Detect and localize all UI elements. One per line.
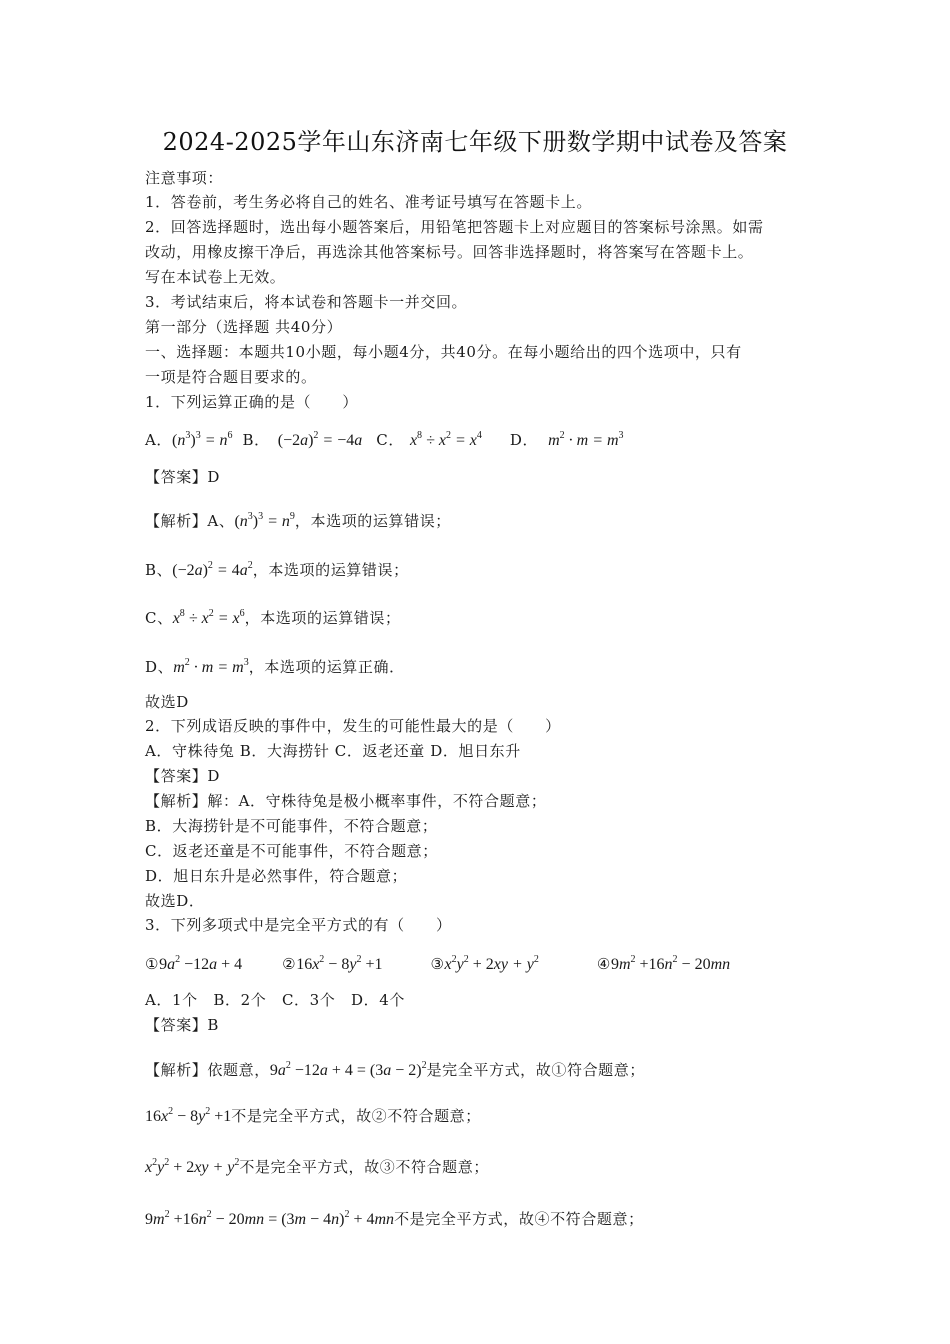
q3-poly-1: $9a^2 -12a + 4$ xyxy=(159,954,243,973)
q1-analysis-b-formula: $(-2a)^2 = 4a^2$ xyxy=(172,560,253,579)
q3-analysis-3-formula: $x^2y^2 + 2xy + y^2$ xyxy=(145,1157,240,1176)
part-1-desc-line-2: 一项是符合题目要求的。 xyxy=(145,368,317,386)
q1-analysis-c-formula: $x^8 \div x^2 = x^6$ xyxy=(172,608,245,627)
q3-analysis-4-formula: $9m^2 +16n^2 - 20mn = (3m - 4n)^2 + 4mn$ xyxy=(145,1209,395,1228)
note-2-line-2: 改动，用橡皮擦干净后，再选涂其他答案标号。回答非选择题时，将答案写在答题卡上。 xyxy=(145,243,754,261)
q3-poly-4: $9m^2 +16n^2 - 20mn$ xyxy=(610,954,731,973)
notes-heading: 注意事项： xyxy=(145,169,224,187)
note-2-line-3: 写在本试卷上无效。 xyxy=(145,268,286,286)
q1-analysis-c: C、$x^8 \div x^2 = x^6$，本选项的运算错误； xyxy=(145,608,401,627)
q1-option-c-label: C． xyxy=(376,431,404,449)
q1-analysis-b: B、$(-2a)^2 = 4a^2$，本选项的运算错误； xyxy=(145,560,409,579)
q2-options: A．守株待兔 B．大海捞针 C．返老还童 D．旭日东升 xyxy=(145,742,521,760)
q3-analysis-3: $x^2y^2 + 2xy + y^2$不是完全平方式，故③不符合题意； xyxy=(145,1157,489,1176)
q1-option-a-label: A． xyxy=(145,431,173,449)
q1-answer: 【答案】D xyxy=(145,468,221,486)
q2-analysis-4: D．旭日东升是必然事件，符合题意； xyxy=(145,867,408,885)
q2-answer: 【答案】D xyxy=(145,767,221,785)
q1-option-b-label: B． xyxy=(242,431,270,449)
page-title: 2024-2025学年山东济南七年级下册数学期中试卷及答案 xyxy=(162,128,788,156)
note-1: 1．答卷前，考生务必将自己的姓名、准考证号填写在答题卡上。 xyxy=(145,193,592,211)
q2-analysis-1: 【解析】解：A．守株待兔是极小概率事件，不符合题意； xyxy=(145,792,547,810)
q1-analysis-a: 【解析】A、$(n^3)^3 = n^9$，本选项的运算错误； xyxy=(145,511,451,530)
q1-option-b-formula: $(-2a)^2 = -4a$ xyxy=(277,430,363,449)
part-1-desc-line-1: 一、选择题：本题共10小题，每小题4分，共40分。在每小题给出的四个选项中，只有 xyxy=(145,343,742,361)
q3-poly-2: $16x^2 - 8y^2 +1$ xyxy=(296,954,383,973)
q3-stem: 3．下列多项式中是完全平方式的有（ ） xyxy=(145,916,452,934)
note-2-line-1: 2．回答选择题时，选出每小题答案后，用铅笔把答题卡上对应题目的答案标号涂黑。如需 xyxy=(145,218,764,236)
q1-option-d-formula: $m^2 \cdot m = m^3$ xyxy=(548,430,624,449)
q1-option-a-formula: $(n^3)^3 = n^6$ xyxy=(172,430,233,449)
q3-analysis-4: $9m^2 +16n^2 - 20mn = (3m - 4n)^2 + 4mn$不是完全平方式，故④不符合题意； xyxy=(145,1209,644,1228)
q3-analysis-2-formula: $16x^2 - 8y^2 +1$ xyxy=(145,1106,232,1125)
note-3: 3．考试结束后，将本试卷和答题卡一并交回。 xyxy=(145,293,468,311)
q2-stem: 2．下列成语反映的事件中，发生的可能性最大的是（ ） xyxy=(145,717,561,735)
q1-option-d-label: D． xyxy=(509,431,539,449)
q1-analysis-d-formula: $m^2 \cdot m = m^3$ xyxy=(173,657,249,676)
q3-options: A．1个 B．2个 C．3个 D．4个 xyxy=(145,991,405,1009)
q1-analysis-d: D、$m^2 \cdot m = m^3$，本选项的运算正确． xyxy=(145,657,405,676)
q2-analysis-2: B．大海捞针是不可能事件，不符合题意； xyxy=(145,817,438,835)
q1-option-c-formula: $x^8 \div x^2 = x^4$ xyxy=(409,430,482,449)
q1-stem: 1．下列运算正确的是（ ） xyxy=(145,393,358,411)
q2-conclusion: 故选D． xyxy=(145,892,205,910)
q1-conclusion: 故选D xyxy=(145,693,189,711)
q3-answer: 【答案】B xyxy=(145,1016,220,1034)
q3-poly-3: $x^2y^2 + 2xy + y^2$ xyxy=(444,954,539,973)
part-1-heading: 第一部分（选择题 共40分） xyxy=(145,318,343,336)
q3-polynomials: $①9a^2 -12a + 4$ $②16x^2 - 8y^2 +1$ $③x^2y^2 + 2xy + y^2$ $④9m^2 +16n^2 - 20mn$ xyxy=(145,954,731,973)
q3-analysis-1-formula: $9a^2 -12a + 4 = (3a - 2)^2$ xyxy=(269,1060,427,1079)
q2-analysis-3: C．返老还童是不可能事件，不符合题意； xyxy=(145,842,438,860)
q3-analysis-1: 【解析】依题意，$9a^2 -12a + 4 = (3a - 2)^2$是完全平方式，故①符合题意； xyxy=(145,1060,645,1079)
q3-analysis-2: $16x^2 - 8y^2 +1$不是完全平方式，故②不符合题意； xyxy=(145,1106,481,1125)
q1-analysis-a-formula: $(n^3)^3 = n^9$ xyxy=(234,511,295,530)
q1-options xyxy=(145,430,624,451)
